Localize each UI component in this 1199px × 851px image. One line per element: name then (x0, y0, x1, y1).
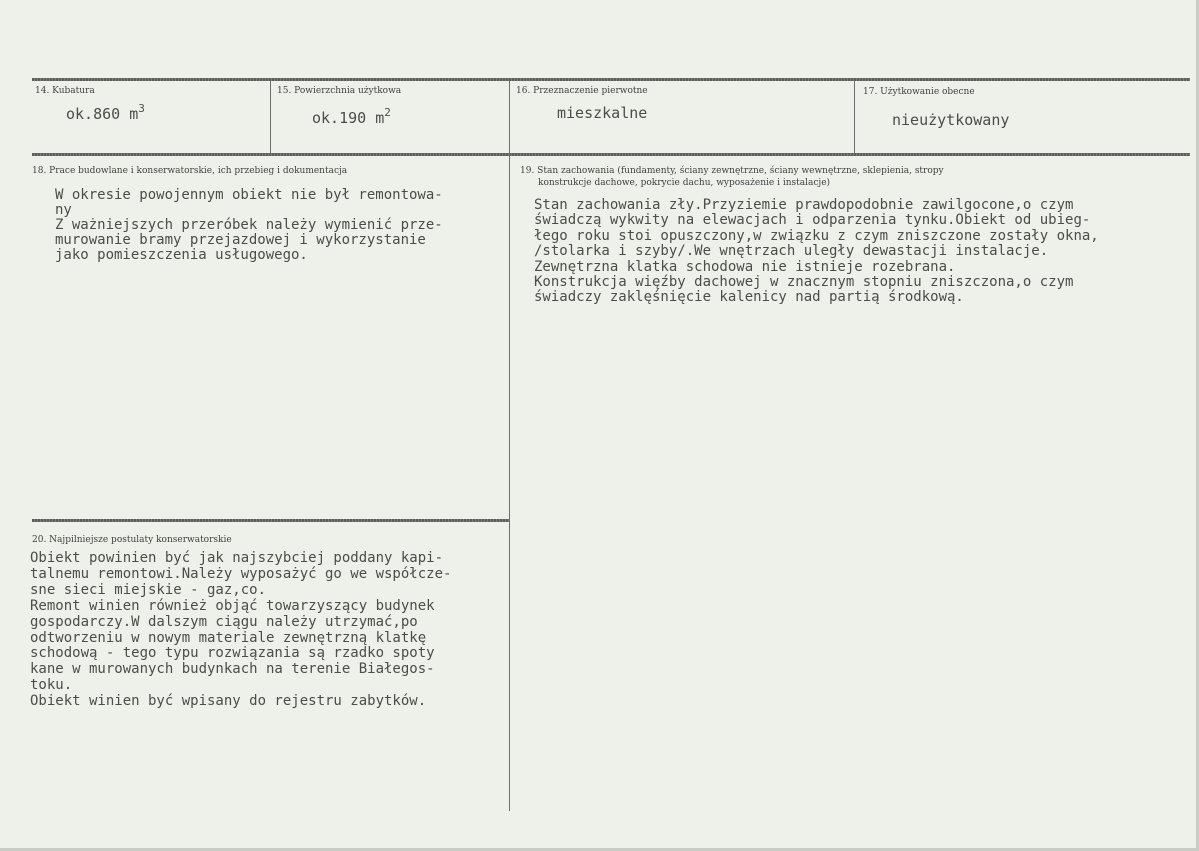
section-20-rule (32, 519, 509, 522)
field-14-text: ok.860 m (66, 105, 139, 123)
field-15-label: 15. Powierzchnia użytkowa (277, 86, 402, 96)
divider-16-17 (854, 81, 855, 153)
field-14-exponent: 3 (138, 102, 145, 115)
field-15-exponent: 2 (384, 106, 391, 119)
field-17-value: nieużytkowany (892, 111, 1010, 129)
field-19-label-line2: konstrukcje dachowe, pokrycie dachu, wyposażenie i instalacje) (538, 178, 831, 188)
field-19-label-line1: 19. Stan zachowania (fundamenty, ściany zewnętrzne, ściany wewnętrzne, sklepienia, stropy (520, 166, 944, 176)
field-16-label: 16. Przeznaczenie pierwotne (516, 86, 648, 96)
divider-14-15 (270, 81, 271, 153)
divider-15-16 (509, 81, 510, 811)
field-20-text: Obiekt powinien być jak najszybciej poddany kapi- talnemu remontowi.Należy wyposażyć go we współcze- sne sieci miejskie - gaz,co. Remont winien również objąć towarzyszący budynek gospodarczy.W dalszym ciągu należy utrzymać,po odtworzeniu w nowym materiale zewnętrzną klatkę schodową - tego typu rozwiązania są rzadko spoty kane w murowanych budynkach na terenie Białegos- toku. Obiekt winien być wpisany do rejestru zabytków. (30, 550, 452, 710)
field-15-text: ok.190 m (312, 109, 385, 127)
field-19-text: Stan zachowania zły.Przyziemie prawdopodobnie zawilgocone,o czym świadczą wykwity na elewacjach i odparzenia tynku.Obiekt od ubieg- łego roku stoi opuszczony,w związku z czym zniszczone zostały okna, /stolarka i szyby/.We wnętrzach uległy dewastacji instalacje. Zewnętrzna klatka schodowa nie istnieje rozebrana. Konstrukcja więźby dachowej w znacznym stopniu zniszczona,o czym świadczy zaklęśnięcie kalenicy nad partią środkową. (534, 197, 1099, 306)
mid-rule (32, 153, 1190, 156)
field-18-text: W okresie powojennym obiekt nie był remontowa- ny Z ważniejszych przeróbek należy wymienić prze- murowanie bramy przejazdowej i wykorzystanie jako pomieszczenia usługowego. (55, 187, 443, 263)
field-18-label: 18. Prace budowlane i konserwatorskie, ich przebieg i dokumentacja (32, 166, 348, 176)
field-16-value: mieszkalne (557, 104, 648, 122)
field-20-label: 20. Najpilniejsze postulaty konserwatorskie (32, 535, 232, 545)
field-14-label: 14. Kubatura (35, 86, 95, 96)
field-17-label: 17. Użytkowanie obecne (863, 87, 975, 97)
top-rule (32, 78, 1190, 81)
field-14-value (66, 102, 145, 123)
field-15-value (312, 106, 391, 127)
